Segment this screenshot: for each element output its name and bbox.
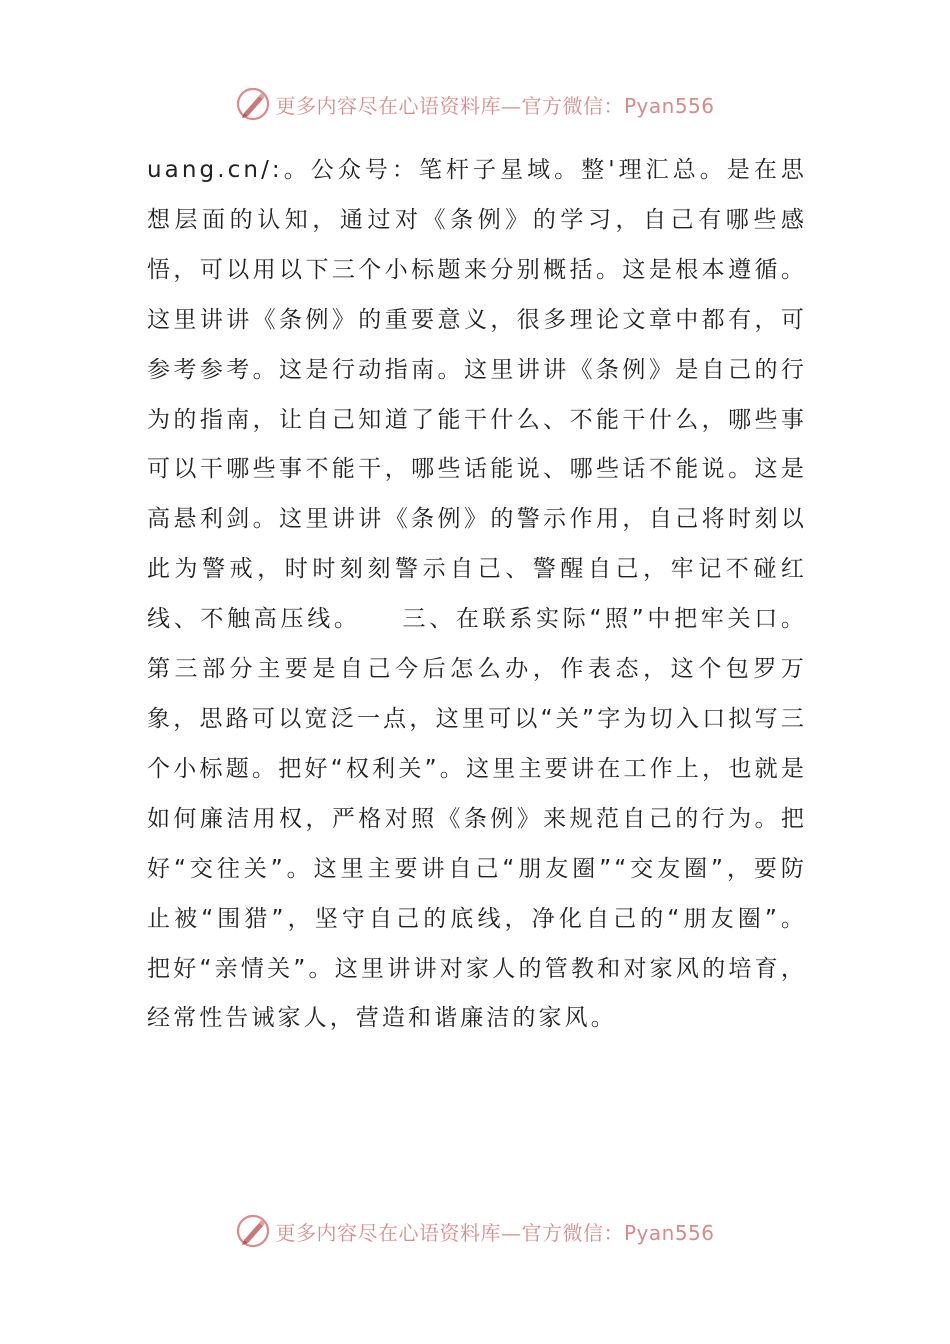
banner-text: [275, 1217, 714, 1246]
document-body: uang.cn/:。公众号：笔杆子星域。整'理汇总。是在思想层面的认知，通过对《条例》的学习，自己有哪些感悟，可以用以下三个小标题来分别概括。这是根本遵循。这里讲讲《条例》的重要意义，很多理论文章中都有，可参考参考。这是行动指南。这里讲讲《条例》是自己的行为的指南，让自己知道了能干什么、不能干什么，哪些事可以干哪些事不能干，哪些话能说、哪些话不能说。这是高悬利剑。这里讲讲《条例》的警示作用，自己将时刻以此为警戒，时时刻刻警示自己、警醒自己，牢记不碰红线、不触高压线。 三、在联系实际“照”中把牢关口。第三部分主要是自己今后怎么办，作表态，这个包罗万象，思路可以宽泛一点，这里可以“关”字为切入口拟写三个小标题。把好“权利关”。这里主要讲在工作上，也就是如何廉洁用权，严格对照《条例》来规范自己的行为。把好“交往关”。这里主要讲自己“朋友圈”“交友圈”，要防止被“围猎”，坚守自己的底线，净化自己的“朋友圈”。把好“亲情关”。这里讲讲对家人的管教和对家风的培育，经常性告诫家人，营造和谐廉洁的家风。: [147, 157, 807, 1032]
banner-wechat-id: Pyan556: [623, 93, 715, 118]
banner-label: 官方微信：: [521, 93, 624, 118]
banner-main: 更多内容尽在心语资料库: [275, 93, 501, 118]
banner-dash: —: [500, 1220, 522, 1245]
banner-text: [275, 90, 714, 119]
banner-dash: —: [500, 93, 522, 118]
footer-banner: [0, 1211, 950, 1251]
pen-logo-icon: [235, 86, 271, 122]
pen-logo-icon: [235, 1213, 271, 1249]
banner-wechat-id: Pyan556: [623, 1220, 715, 1245]
banner-main: 更多内容尽在心语资料库: [275, 1220, 501, 1245]
banner-label: 官方微信：: [521, 1220, 624, 1245]
header-banner: [0, 84, 950, 124]
